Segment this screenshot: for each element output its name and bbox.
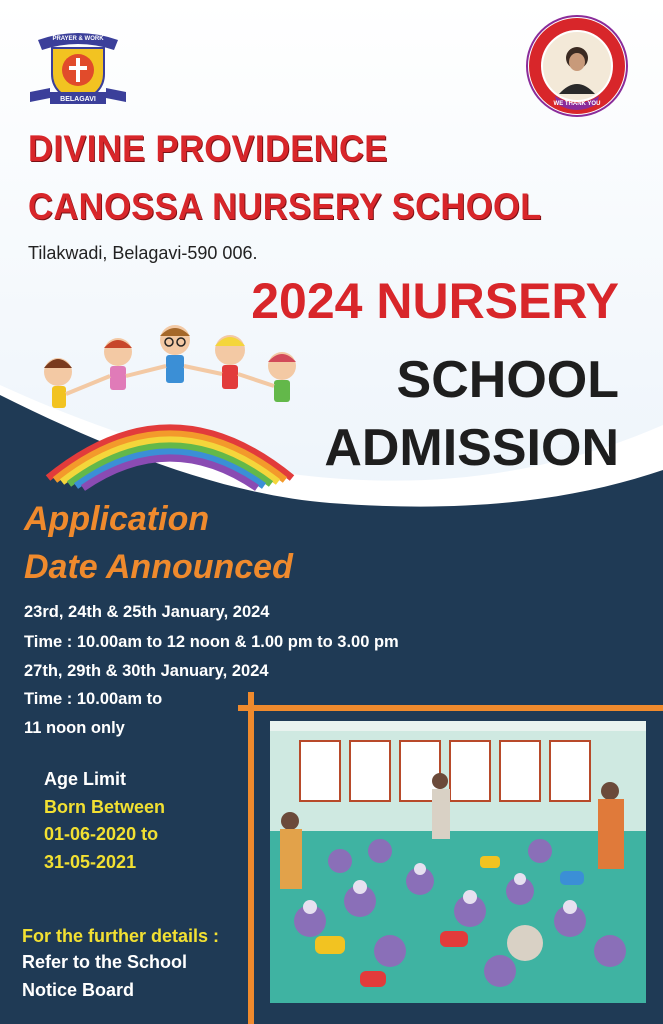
schedule-line: 23rd, 24th & 25th January, 2024 — [24, 603, 270, 621]
schedule-line: 27th, 29th & 30th January, 2024 — [24, 662, 269, 680]
details-line1: Refer to the School — [22, 952, 188, 972]
school-name-line1: DIVINE PROVIDENCE — [28, 128, 388, 169]
age-limit-label: Age Limit — [44, 769, 127, 789]
school-crest-logo — [28, 22, 128, 108]
schedule-line: Time : 10.00am to — [24, 690, 163, 708]
crest-motto: PRAYER & WORK — [52, 36, 104, 42]
school-address: Tilakwadi, Belagavi-590 006. — [28, 243, 258, 263]
schedule-line: Time : 10.00am to 12 noon & 1.00 pm to 3.00 pm — [24, 633, 399, 651]
born-to-date: 31-05-2021 — [44, 852, 137, 872]
kids-rainbow-illustration — [30, 318, 320, 498]
born-from-date: 01-06-2020 to — [44, 824, 159, 844]
born-between-label: Born Between — [44, 797, 166, 817]
photo-frame-horizontal — [238, 705, 663, 711]
schedule-line: 11 noon only — [24, 719, 125, 737]
school-name-line2: CANOSSA NURSERY SCHOOL — [28, 186, 542, 227]
headline-school: SCHOOL — [396, 351, 619, 409]
details-line2: Notice Board — [22, 980, 135, 1000]
crest-banner: BELAGAVI — [60, 96, 96, 103]
photo-frame-vertical — [248, 692, 254, 1024]
details-heading: For the further details : — [22, 926, 220, 946]
application-heading-line2: Date Announced — [24, 548, 293, 586]
headline-admission: ADMISSION — [324, 419, 619, 477]
classroom-photo — [270, 721, 646, 1003]
canossa-round-logo — [525, 14, 629, 118]
round-logo-banner: WE THANK YOU — [553, 101, 601, 107]
application-heading-line1: Application — [24, 500, 210, 538]
headline-year: 2024 NURSERY — [251, 273, 619, 329]
